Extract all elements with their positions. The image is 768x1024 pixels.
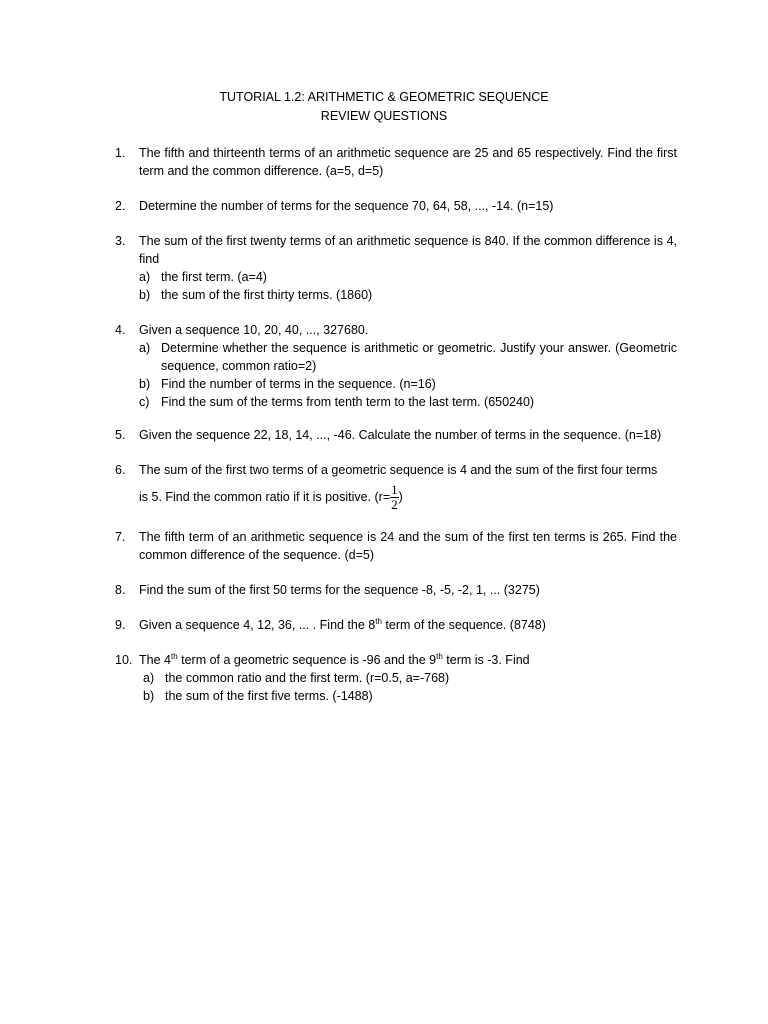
question-number: 3. xyxy=(115,234,126,248)
question-text xyxy=(139,461,677,513)
superscript: th xyxy=(436,652,443,661)
question-number: 7. xyxy=(115,530,126,544)
document-title: TUTORIAL 1.2: ARITHMETIC & GEOMETRIC SEQUENCE xyxy=(219,90,549,104)
question-7 xyxy=(115,528,677,564)
question-text: The sum of the first twenty terms of an arithmetic sequence is 840. If the common difference is 4, find xyxy=(139,234,677,266)
question-number: 10. xyxy=(115,653,133,667)
sub-question-label: a) xyxy=(139,270,151,284)
question-6 xyxy=(115,461,677,513)
document-header xyxy=(0,88,768,126)
question-text-part: Given a sequence 4, 12, 36, ... . Find the 8 xyxy=(139,618,376,632)
question-2 xyxy=(115,197,677,215)
question-number: 4. xyxy=(115,323,126,337)
question-number: 5. xyxy=(115,428,126,442)
sub-question-text: Find the sum of the terms from tenth term to the last term. (650240) xyxy=(161,395,535,409)
superscript: th xyxy=(375,617,382,626)
question-text: The fifth and thirteenth terms of an arithmetic sequence are 25 and 65 respectively. Find the first term and the common difference. (a=5, d=5) xyxy=(139,146,677,178)
sub-question-text: Find the number of terms in the sequence. (n=16) xyxy=(161,377,436,391)
question-number: 9. xyxy=(115,618,126,632)
question-number: 6. xyxy=(115,463,126,477)
sub-question-text: Determine whether the sequence is arithmetic or geometric. Justify your answer. (Geometric sequence, common ratio=2) xyxy=(161,341,677,373)
question-text xyxy=(139,651,677,669)
question-number: 1. xyxy=(115,146,126,160)
question-text-part: term of a geometric sequence is -96 and the 9 xyxy=(177,653,437,667)
question-5 xyxy=(115,426,677,444)
document-subtitle: REVIEW QUESTIONS xyxy=(320,109,448,123)
question-text-part: ) xyxy=(398,490,403,504)
sub-question-label: b) xyxy=(143,689,155,703)
sub-question-label: b) xyxy=(139,377,151,391)
question-text xyxy=(139,616,677,634)
sub-question xyxy=(139,375,677,393)
question-text: Given the sequence 22, 18, 14, ..., -46. Calculate the number of terms in the sequence. (n=18) xyxy=(139,428,662,442)
question-text-part: term of the sequence. (8748) xyxy=(381,618,546,632)
sub-question xyxy=(139,268,677,286)
question-text: The fifth term of an arithmetic sequence is 24 and the sum of the first ten terms is 265. Find the common difference of the sequence. (d=5) xyxy=(139,530,677,562)
sub-question-label: b) xyxy=(139,288,151,302)
sub-question-label: c) xyxy=(139,395,150,409)
question-1 xyxy=(115,144,677,180)
sub-question xyxy=(143,687,677,705)
fraction xyxy=(390,483,399,512)
question-8 xyxy=(115,581,677,599)
question-text-part: The 4 xyxy=(139,653,171,667)
question-number: 2. xyxy=(115,199,126,213)
superscript: th xyxy=(170,652,178,661)
fraction-numerator: 1 xyxy=(391,482,398,498)
sub-question xyxy=(139,286,677,304)
sub-question-label: a) xyxy=(139,341,151,355)
sub-question-text: the first term. (a=4) xyxy=(161,270,267,284)
question-text: Given a sequence 10, 20, 40, ..., 327680. xyxy=(139,323,369,337)
question-text-part: is 5. Find the common ratio if it is positive. (r= xyxy=(139,490,391,504)
question-text: Find the sum of the first 50 terms for the sequence -8, -5, -2, 1, ... (3275) xyxy=(139,583,540,597)
question-text-part: term is -3. Find xyxy=(442,653,530,667)
sub-question xyxy=(139,393,677,411)
question-9 xyxy=(115,616,677,634)
question-text-line xyxy=(139,482,677,513)
fraction-denominator: 2 xyxy=(391,497,398,513)
sub-question-text: the sum of the first thirty terms. (1860) xyxy=(161,288,373,302)
sub-question xyxy=(143,669,677,687)
sub-question-label: a) xyxy=(143,671,155,685)
sub-question-text: the sum of the first five terms. (-1488) xyxy=(165,689,373,703)
question-4 xyxy=(115,321,677,411)
sub-question xyxy=(139,339,677,375)
question-text: Determine the number of terms for the sequence 70, 64, 58, ..., -14. (n=15) xyxy=(139,199,554,213)
question-number: 8. xyxy=(115,583,126,597)
question-text-line: The sum of the first two terms of a geometric sequence is 4 and the sum of the first four terms xyxy=(139,463,658,477)
question-10 xyxy=(115,651,677,705)
sub-question-text: the common ratio and the first term. (r=0.5, a=-768) xyxy=(165,671,450,685)
question-3 xyxy=(115,232,677,304)
